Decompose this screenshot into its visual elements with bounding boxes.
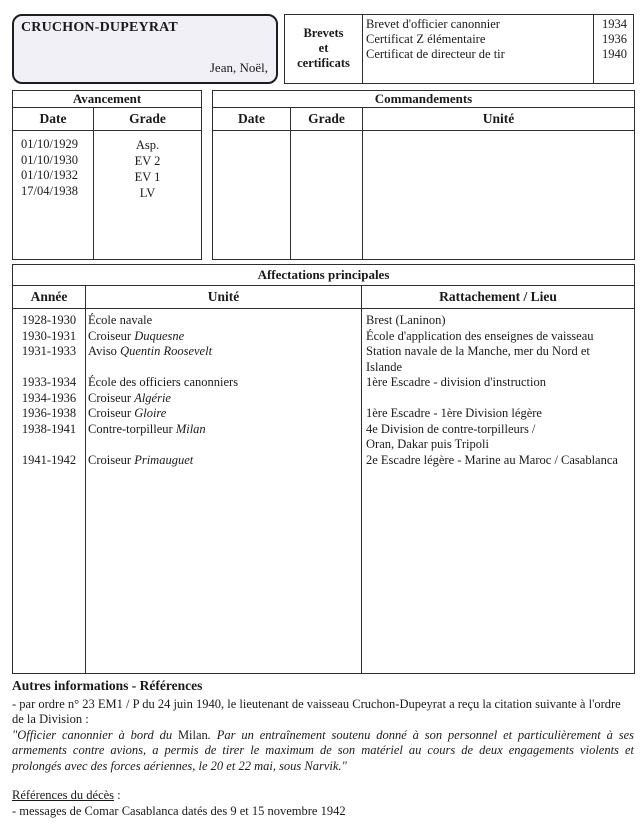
brevet-year: 1934 <box>602 17 627 31</box>
affectation-lieu: Oran, Dakar puis Tripoli <box>366 437 489 451</box>
avancement-grade: EV 1 <box>134 170 161 184</box>
brevets-label-line: Brevets <box>303 26 344 40</box>
unit-type: Aviso <box>88 344 121 358</box>
commandements-grade-cell <box>291 131 363 260</box>
avancement-grade: LV <box>139 186 156 200</box>
affectations-title: Affectations principales <box>13 265 635 286</box>
affectation-unit <box>88 344 361 360</box>
ship-name: Gloire <box>134 406 167 420</box>
unit-type: Croiseur <box>88 406 135 420</box>
avancement-date: 01/10/1929 <box>21 137 78 151</box>
commandements-col-grade: Grade <box>291 108 363 131</box>
affectation-unit <box>88 406 361 422</box>
avancement-date: 01/10/1930 <box>21 152 78 167</box>
commandements-col-date: Date <box>213 108 291 131</box>
unit-type: École navale <box>88 313 153 327</box>
avancement-date: 01/10/1932 <box>21 168 78 182</box>
commandements-unite-cell <box>363 131 635 260</box>
name-box <box>12 14 278 84</box>
avancement-grade: Asp. <box>135 138 160 152</box>
affectation-lieu: Islande <box>366 359 403 374</box>
deces-heading <box>12 788 634 804</box>
affectations-col-lieu: Rattachement / Lieu <box>362 286 635 309</box>
affectation-unit <box>88 329 361 345</box>
affectation-unit <box>88 422 361 438</box>
avancement-col-date: Date <box>13 108 94 131</box>
brevets-list <box>366 17 592 62</box>
citation-quote <box>12 728 634 775</box>
deces-label: Références du décès <box>12 788 115 802</box>
brevets-box <box>284 14 634 84</box>
brevets-label-line: et <box>318 41 329 55</box>
unit-type: Contre-torpilleur <box>88 421 176 436</box>
brevets-label-line: certificats <box>297 56 350 70</box>
avancement-grades <box>94 131 202 260</box>
affectation-lieu: 4e Division de contre-torpilleurs / <box>366 421 536 436</box>
deces-text: - messages de Comar Casablanca datés des 9 et 15 novembre 1942 <box>12 803 346 818</box>
affectations-lieux <box>362 309 635 674</box>
affectation-year: 1928-1930 <box>21 313 77 327</box>
other-info-section <box>12 678 634 819</box>
first-names: Jean, Noël, <box>209 60 268 75</box>
avancement-dates <box>13 131 94 260</box>
unit-type: Croiseur <box>88 328 135 343</box>
affectations-col-annee: Année <box>13 286 86 309</box>
commandements-table <box>212 90 635 260</box>
brevet-title: Brevet d'officier canonnier <box>366 17 500 31</box>
affectation-lieu: École d'application des enseignes de vaisseau <box>366 328 594 343</box>
unit-type: Croiseur <box>88 390 135 405</box>
quote-ship-name: Milan <box>177 727 208 742</box>
affectation-unit <box>88 375 361 391</box>
unit-type: Croiseur <box>88 452 135 467</box>
affectation-year: 1936-1938 <box>21 406 77 420</box>
affectation-year: 1933-1934 <box>21 375 77 389</box>
affectation-unit <box>88 391 361 407</box>
brevet-title: Certificat Z élémentaire <box>366 32 486 46</box>
avancement-title: Avancement <box>13 91 202 108</box>
affectation-year: 1934-1936 <box>21 390 77 405</box>
affectation-lieu: Station navale de la Manche, mer du Nord et <box>366 344 590 358</box>
commandements-date-cell <box>213 131 291 260</box>
affectation-year: 1941-1942 <box>21 452 77 467</box>
brevet-year: 1936 <box>602 32 627 46</box>
brevet-year: 1940 <box>602 47 627 61</box>
ship-name: Quentin Roosevelt <box>120 344 213 358</box>
ship-name: Algérie <box>134 390 171 405</box>
avancement-table <box>12 90 202 260</box>
avancement-date: 17/04/1938 <box>21 183 78 198</box>
ship-name: Primauguet <box>134 452 194 467</box>
unit-type: École des officiers canonniers <box>88 375 239 389</box>
affectations-table <box>12 264 635 674</box>
affectation-year: 1931-1933 <box>21 344 77 358</box>
affectation-lieu: 2e Escadre légère - Marine au Maroc / Casablanca <box>366 452 618 467</box>
affectations-col-unite: Unité <box>86 286 362 309</box>
affectation-lieu: 1ère Escadre - 1ère Division légère <box>366 406 542 420</box>
ship-name: Milan <box>175 421 206 436</box>
affectations-years <box>13 309 86 674</box>
quote-text: "Officier canonnier à bord du <box>12 727 178 742</box>
brevets-label <box>285 15 363 83</box>
deces-colon: : <box>114 788 121 802</box>
surname: CRUCHON-DUPEYRAT <box>21 20 178 35</box>
quote-text: . Par un entraînement soutenu donné à son personnel et particulièrement à ses armements contre avions, a permis de tirer le maximum de son matériel au cours de deux engagements violents et prolongés avec des forces aériennes, le 20 et 22 mai, sous Narvik." <box>12 727 634 773</box>
commandements-col-unite: Unité <box>363 108 635 131</box>
affectation-year: 1938-1941 <box>21 421 77 436</box>
affectation-unit <box>88 313 361 329</box>
affectation-unit <box>88 453 361 469</box>
avancement-col-grade: Grade <box>94 108 202 131</box>
affectation-year: 1930-1931 <box>21 328 77 343</box>
commandements-title: Commandements <box>213 91 635 108</box>
affectations-units <box>86 309 362 674</box>
ship-name: Duquesne <box>134 328 185 343</box>
brevets-years <box>593 15 635 83</box>
affectation-lieu: 1ère Escadre - division d'instruction <box>366 375 546 389</box>
citation-intro: - par ordre n° 23 EM1 / P du 24 juin 1940, le lieutenant de vaisseau Cruchon-Dupeyrat a reçu la citation suivante à l'ordre de la Division : <box>12 696 621 726</box>
avancement-grade: EV 2 <box>134 154 161 168</box>
affectation-lieu: Brest (Laninon) <box>366 313 446 327</box>
brevet-title: Certificat de directeur de tir <box>366 47 505 61</box>
other-info-title: Autres informations - Références <box>12 678 203 693</box>
